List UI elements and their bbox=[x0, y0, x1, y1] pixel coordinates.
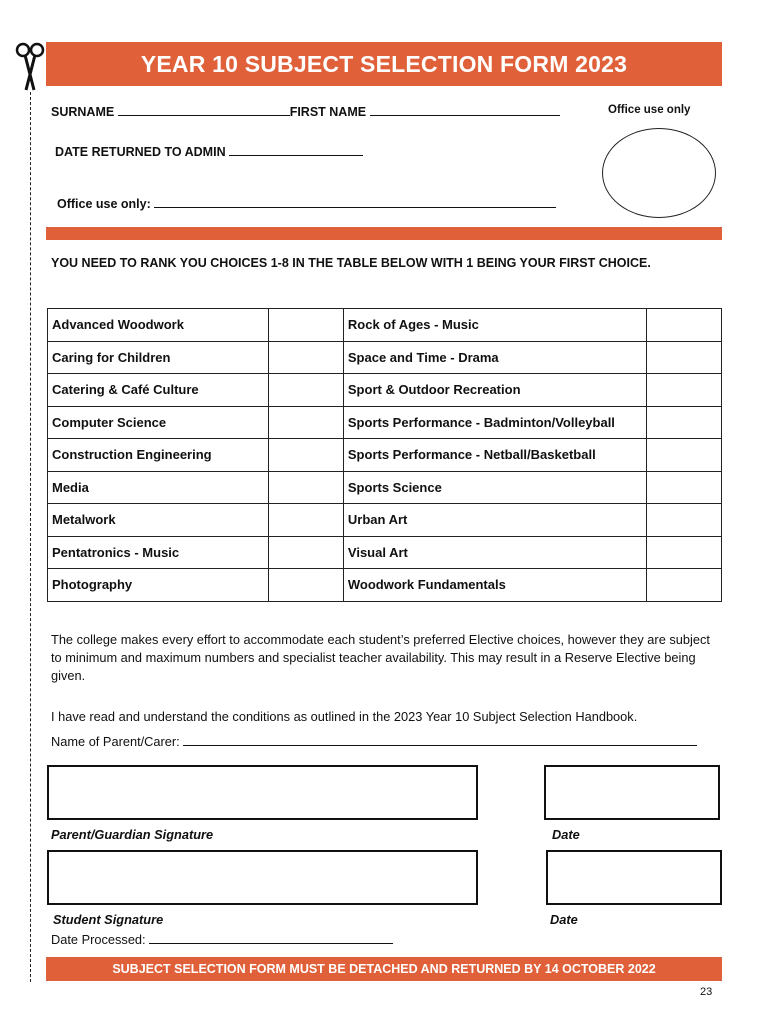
rank-cell-right[interactable] bbox=[646, 309, 721, 342]
section-divider bbox=[46, 227, 722, 240]
rank-cell-right[interactable] bbox=[646, 471, 721, 504]
subject-name-right: Rock of Ages - Music bbox=[343, 309, 646, 342]
parent-carer-label: Name of Parent/Carer: bbox=[51, 734, 180, 749]
subject-name-left: Pentatronics - Music bbox=[48, 536, 269, 569]
subject-name-right: Sport & Outdoor Recreation bbox=[343, 374, 646, 407]
rank-cell-left[interactable] bbox=[268, 374, 343, 407]
subject-name-left: Photography bbox=[48, 569, 269, 602]
date-processed-label: Date Processed: bbox=[51, 932, 146, 947]
surname-line[interactable] bbox=[118, 104, 290, 116]
date-returned-line[interactable] bbox=[229, 144, 363, 156]
office-use-only-label: Office use only: bbox=[57, 197, 151, 211]
student-signature-box[interactable] bbox=[47, 850, 478, 905]
rank-cell-right[interactable] bbox=[646, 569, 721, 602]
rank-cell-left[interactable] bbox=[268, 471, 343, 504]
rank-cell-left[interactable] bbox=[268, 536, 343, 569]
table-row bbox=[48, 406, 722, 439]
first-name-line[interactable] bbox=[370, 104, 560, 116]
surname-label: SURNAME bbox=[51, 105, 115, 119]
table-row bbox=[48, 471, 722, 504]
rank-cell-right[interactable] bbox=[646, 374, 721, 407]
parent-carer-line[interactable] bbox=[183, 734, 697, 746]
subject-name-left: Media bbox=[48, 471, 269, 504]
subject-name-left: Caring for Children bbox=[48, 341, 269, 374]
table-row bbox=[48, 309, 722, 342]
page-number: 23 bbox=[700, 986, 713, 998]
office-use-only-field[interactable] bbox=[57, 196, 556, 211]
rank-cell-left[interactable] bbox=[268, 569, 343, 602]
date-returned-label: DATE RETURNED TO ADMIN bbox=[55, 145, 226, 159]
ranking-instructions: YOU NEED TO RANK YOU CHOICES 1-8 IN THE TABLE BELOW WITH 1 BEING YOUR FIRST CHOICE. bbox=[51, 256, 651, 270]
subject-name-right: Urban Art bbox=[343, 504, 646, 537]
subject-name-left: Advanced Woodwork bbox=[48, 309, 269, 342]
rank-cell-right[interactable] bbox=[646, 341, 721, 374]
rank-cell-left[interactable] bbox=[268, 439, 343, 472]
subject-name-right: Woodwork Fundamentals bbox=[343, 569, 646, 602]
subject-name-right: Sports Science bbox=[343, 471, 646, 504]
parent-carer-name-field[interactable] bbox=[51, 733, 697, 751]
student-date-label: Date bbox=[550, 912, 578, 927]
subject-name-left: Construction Engineering bbox=[48, 439, 269, 472]
table-row bbox=[48, 504, 722, 537]
form-title: YEAR 10 SUBJECT SELECTION FORM 2023 bbox=[46, 42, 722, 86]
subject-table-body bbox=[48, 309, 722, 602]
date-processed-line[interactable] bbox=[149, 932, 393, 944]
rank-cell-left[interactable] bbox=[268, 341, 343, 374]
surname-field[interactable] bbox=[51, 104, 560, 119]
student-date-box[interactable] bbox=[546, 850, 722, 905]
office-use-stamp-area bbox=[602, 128, 716, 218]
table-row bbox=[48, 439, 722, 472]
cut-line bbox=[30, 92, 31, 982]
table-row bbox=[48, 341, 722, 374]
office-use-only-line[interactable] bbox=[154, 196, 556, 208]
subject-name-left: Computer Science bbox=[48, 406, 269, 439]
rank-cell-right[interactable] bbox=[646, 504, 721, 537]
return-deadline-notice: SUBJECT SELECTION FORM MUST BE DETACHED AND RETURNED BY 14 OCTOBER 2022 bbox=[46, 957, 722, 981]
table-row bbox=[48, 536, 722, 569]
table-row bbox=[48, 374, 722, 407]
subject-name-right: Sports Performance - Badminton/Volleyball bbox=[343, 406, 646, 439]
parent-date-box[interactable] bbox=[544, 765, 720, 820]
acknowledgement-text: I have read and understand the conditions as outlined in the 2023 Year 10 Subject Selection Handbook. bbox=[51, 709, 638, 724]
table-row bbox=[48, 569, 722, 602]
subject-name-right: Sports Performance - Netball/Basketball bbox=[343, 439, 646, 472]
rank-cell-left[interactable] bbox=[268, 406, 343, 439]
rank-cell-left[interactable] bbox=[268, 309, 343, 342]
rank-cell-right[interactable] bbox=[646, 406, 721, 439]
first-name-label: FIRST NAME bbox=[289, 105, 367, 119]
scissors-icon bbox=[14, 40, 46, 92]
rank-cell-right[interactable] bbox=[646, 439, 721, 472]
subject-name-right: Space and Time - Drama bbox=[343, 341, 646, 374]
parent-signature-label: Parent/Guardian Signature bbox=[51, 827, 214, 842]
office-use-label: Office use only bbox=[608, 104, 691, 116]
rank-cell-right[interactable] bbox=[646, 536, 721, 569]
subject-name-right: Visual Art bbox=[343, 536, 646, 569]
subject-name-left: Metalwork bbox=[48, 504, 269, 537]
subject-ranking-table bbox=[47, 308, 722, 602]
parent-signature-box[interactable] bbox=[47, 765, 478, 820]
subject-name-left: Catering & Café Culture bbox=[48, 374, 269, 407]
student-signature-label: Student Signature bbox=[53, 912, 164, 927]
date-returned-field[interactable] bbox=[55, 144, 363, 159]
date-processed-field[interactable] bbox=[51, 931, 393, 949]
rank-cell-left[interactable] bbox=[268, 504, 343, 537]
disclaimer-text: The college makes every effort to accommodate each student’s preferred Elective choices, however they are subject to minimum and maximum numbers and specialist teacher availability. This may result in a Reserve Elective being given. bbox=[51, 632, 710, 683]
parent-date-label: Date bbox=[552, 827, 580, 842]
